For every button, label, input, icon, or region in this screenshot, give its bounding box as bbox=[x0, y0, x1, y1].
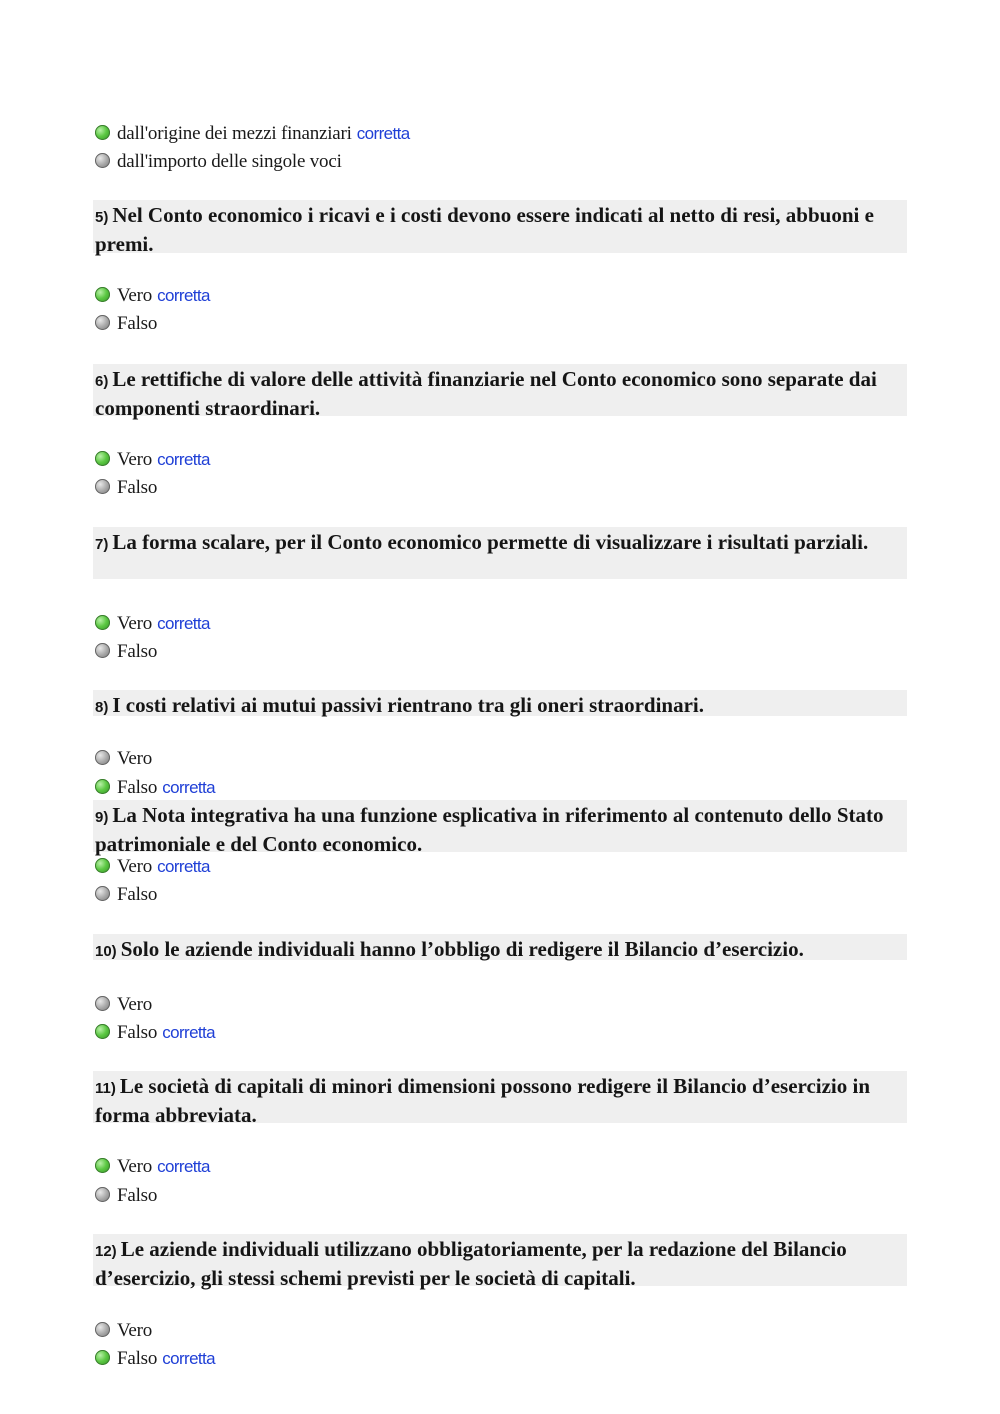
option-text: Vero bbox=[117, 285, 153, 306]
radio-icon[interactable] bbox=[95, 479, 110, 494]
question-box bbox=[93, 690, 907, 716]
radio-icon[interactable] bbox=[95, 1350, 110, 1365]
radio-icon[interactable] bbox=[95, 315, 110, 330]
option-row[interactable] bbox=[95, 311, 162, 337]
option-row[interactable] bbox=[95, 854, 210, 880]
option-text: dall'origine dei mezzi finanziari bbox=[117, 123, 352, 144]
correct-tag: corretta bbox=[157, 1157, 210, 1176]
radio-icon[interactable] bbox=[95, 125, 110, 140]
question-text: Le aziende individuali utilizzano obbligatoriamente, per la redazione del Bilancio d’esercizio, gli stessi schemi previsti per le società di capitali. bbox=[95, 1237, 847, 1290]
radio-icon[interactable] bbox=[95, 858, 110, 873]
question-number: 5) bbox=[95, 209, 109, 226]
correct-tag: corretta bbox=[162, 1023, 216, 1042]
question-box bbox=[93, 364, 907, 420]
option-text: Falso bbox=[117, 1022, 158, 1043]
correct-tag: corretta bbox=[356, 124, 410, 143]
question-number: 12) bbox=[95, 1243, 117, 1260]
option-text: Vero bbox=[117, 613, 153, 634]
option-text: Falso bbox=[117, 477, 158, 498]
option-row[interactable] bbox=[95, 639, 162, 665]
option-row[interactable] bbox=[95, 447, 210, 473]
question-box bbox=[93, 1234, 907, 1290]
question-box bbox=[93, 1071, 907, 1127]
radio-icon[interactable] bbox=[95, 287, 110, 302]
option-text: Falso bbox=[117, 313, 158, 334]
question-text: I costi relativi ai mutui passivi rientrano tra gli oneri straordinari. bbox=[112, 693, 704, 717]
option-text: Falso bbox=[117, 777, 158, 798]
option-text: Vero bbox=[117, 449, 153, 470]
radio-icon[interactable] bbox=[95, 996, 110, 1011]
question-box bbox=[93, 527, 907, 579]
radio-icon[interactable] bbox=[95, 1322, 110, 1337]
radio-icon[interactable] bbox=[95, 1024, 110, 1039]
radio-icon[interactable] bbox=[95, 779, 110, 794]
radio-icon[interactable] bbox=[95, 1187, 110, 1202]
option-text: Falso bbox=[117, 1348, 158, 1369]
question-box bbox=[93, 934, 907, 960]
option-row[interactable] bbox=[95, 1346, 215, 1372]
option-row[interactable] bbox=[95, 475, 162, 501]
correct-tag: corretta bbox=[157, 286, 210, 305]
option-text: dall'importo delle singole voci bbox=[117, 151, 342, 172]
question-text: La Nota integrativa ha una funzione esplicativa in riferimento al contenuto dello Stato patrimoniale e del Conto economico. bbox=[95, 803, 884, 856]
question-number: 7) bbox=[95, 536, 109, 553]
option-row[interactable] bbox=[95, 1318, 157, 1344]
question-box bbox=[93, 200, 907, 256]
radio-icon[interactable] bbox=[95, 886, 110, 901]
option-row[interactable] bbox=[95, 992, 157, 1018]
correct-tag: corretta bbox=[162, 778, 216, 797]
radio-icon[interactable] bbox=[95, 615, 110, 630]
question-text: La forma scalare, per il Conto economico permette di visualizzare i risultati parziali. bbox=[112, 530, 869, 554]
question-number: 9) bbox=[95, 809, 109, 826]
option-text: Vero bbox=[117, 748, 153, 769]
option-row[interactable] bbox=[95, 121, 410, 147]
radio-icon[interactable] bbox=[95, 153, 110, 168]
question-number: 8) bbox=[95, 699, 109, 716]
radio-icon[interactable] bbox=[95, 451, 110, 466]
question-number: 6) bbox=[95, 373, 109, 390]
option-text: Falso bbox=[117, 1185, 158, 1206]
option-row[interactable] bbox=[95, 1020, 215, 1046]
option-row[interactable] bbox=[95, 149, 347, 175]
option-row[interactable] bbox=[95, 283, 210, 309]
correct-tag: corretta bbox=[157, 857, 210, 876]
radio-icon[interactable] bbox=[95, 643, 110, 658]
option-text: Vero bbox=[117, 1156, 153, 1177]
option-row[interactable] bbox=[95, 611, 210, 637]
question-number: 10) bbox=[95, 943, 117, 960]
correct-tag: corretta bbox=[157, 614, 210, 633]
correct-tag: corretta bbox=[157, 450, 210, 469]
option-text: Vero bbox=[117, 856, 153, 877]
option-text: Falso bbox=[117, 641, 158, 662]
option-row[interactable] bbox=[95, 1154, 210, 1180]
radio-icon[interactable] bbox=[95, 750, 110, 765]
option-text: Vero bbox=[117, 994, 153, 1015]
option-row[interactable] bbox=[95, 1183, 162, 1209]
correct-tag: corretta bbox=[162, 1349, 216, 1368]
radio-icon[interactable] bbox=[95, 1158, 110, 1173]
option-row[interactable] bbox=[95, 882, 162, 908]
question-number: 11) bbox=[95, 1080, 116, 1097]
option-row[interactable] bbox=[95, 746, 157, 772]
question-text: Le società di capitali di minori dimensioni possono redigere il Bilancio d’esercizio in forma abbreviata. bbox=[95, 1074, 871, 1127]
question-text: Le rettifiche di valore delle attività finanziarie nel Conto economico sono separate dai componenti straordinari. bbox=[95, 367, 877, 420]
question-text: Nel Conto economico i ricavi e i costi devono essere indicati al netto di resi, abbuoni e premi. bbox=[95, 203, 874, 256]
question-text: Solo le aziende individuali hanno l’obbligo di redigere il Bilancio d’esercizio. bbox=[120, 937, 804, 961]
option-text: Vero bbox=[117, 1320, 153, 1341]
question-box bbox=[93, 800, 907, 856]
option-text: Falso bbox=[117, 884, 158, 905]
option-row[interactable] bbox=[95, 775, 215, 801]
